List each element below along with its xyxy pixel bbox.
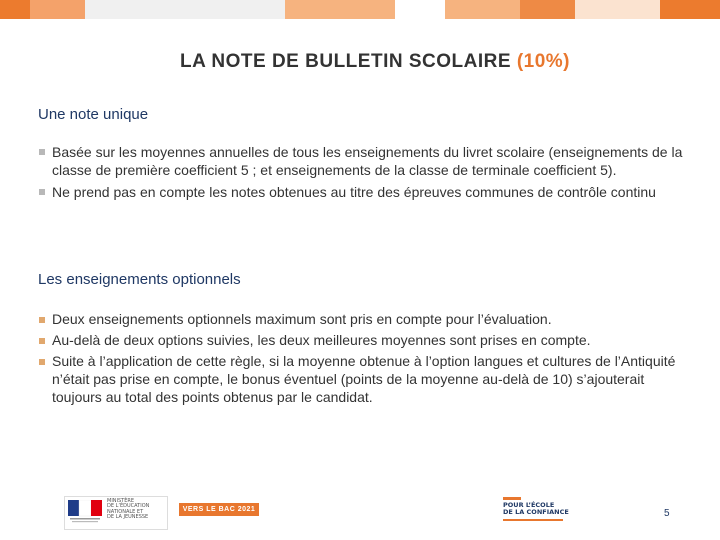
bullet-square-icon	[39, 317, 45, 323]
ministry-line: NATIONALE ET	[107, 508, 144, 515]
logo-underline	[503, 519, 563, 521]
bullet-square-icon	[39, 338, 45, 344]
ministry-line: MINISTÈRE	[107, 498, 135, 504]
ministry-text	[107, 499, 165, 521]
bac-2021-badge: VERS LE BAC 2021	[179, 503, 259, 516]
top-decor-bar	[575, 0, 660, 19]
section-heading-note-unique: Une note unique	[38, 106, 149, 123]
list-item-text: Au-delà de deux options suivies, les deux meilleures moyennes sont prises en compte.	[52, 332, 591, 348]
top-decor-bar	[85, 0, 285, 19]
slide-title	[15, 51, 720, 73]
ecole-logo-line: POUR L’ÉCOLE	[503, 501, 555, 509]
bullet-square-icon	[39, 189, 45, 195]
list-item	[36, 331, 696, 349]
list-item-text: Ne prend pas en compte les notes obtenues au titre des épreuves communes de contrôle continu	[52, 184, 656, 200]
section-heading-optionnels: Les enseignements optionnels	[38, 271, 241, 288]
ministry-line: DE LA JEUNESSE	[107, 514, 149, 521]
slide-title-main: LA NOTE DE BULLETIN SCOLAIRE	[180, 51, 512, 72]
top-decor-bar	[445, 0, 520, 19]
slide-title-accent: (10%)	[516, 51, 570, 72]
bullet-square-icon	[39, 359, 45, 365]
ecole-confiance-logo	[503, 497, 593, 527]
marianne-flag-icon	[68, 500, 102, 524]
bullet-square-icon	[39, 149, 45, 155]
list-item-text: Basée sur les moyennes annuelles de tous les enseignements du livret scolaire (enseignements de la classe de première coefficient 5 ; et enseignements de la classe de terminale coefficient 5).	[52, 144, 683, 178]
ecole-logo-text	[503, 502, 593, 516]
ministry-line: DE L’ÉDUCATION	[107, 503, 150, 510]
list-item-text: Suite à l’application de cette règle, si la moyenne obtenue à l’option langues et cultures de l’Antiquité n’était pas prise en compte, le bonus éventuel (points de la moyenne au-delà de 10) s’ajouterait toujours au total des points obtenus par le candidat.	[52, 353, 676, 405]
top-decor-bar	[30, 0, 85, 19]
ecole-logo-line: DE LA CONFIANCE	[503, 508, 569, 516]
top-decor-bar	[0, 0, 30, 19]
top-decor-bar	[660, 0, 720, 19]
bullet-list-note-unique	[36, 143, 696, 205]
top-decor-bar	[395, 0, 445, 19]
list-item	[36, 352, 696, 406]
page-number: 5	[664, 508, 670, 519]
list-item	[36, 310, 696, 328]
bullet-list-optionnels	[36, 310, 696, 409]
list-item	[36, 143, 696, 179]
top-decor-bar	[520, 0, 575, 19]
top-decor-bar	[285, 0, 395, 19]
list-item	[36, 183, 696, 201]
logo-accent-bar	[503, 497, 521, 500]
list-item-text: Deux enseignements optionnels maximum sont pris en compte pour l’évaluation.	[52, 311, 552, 327]
ministry-logo	[64, 496, 168, 530]
